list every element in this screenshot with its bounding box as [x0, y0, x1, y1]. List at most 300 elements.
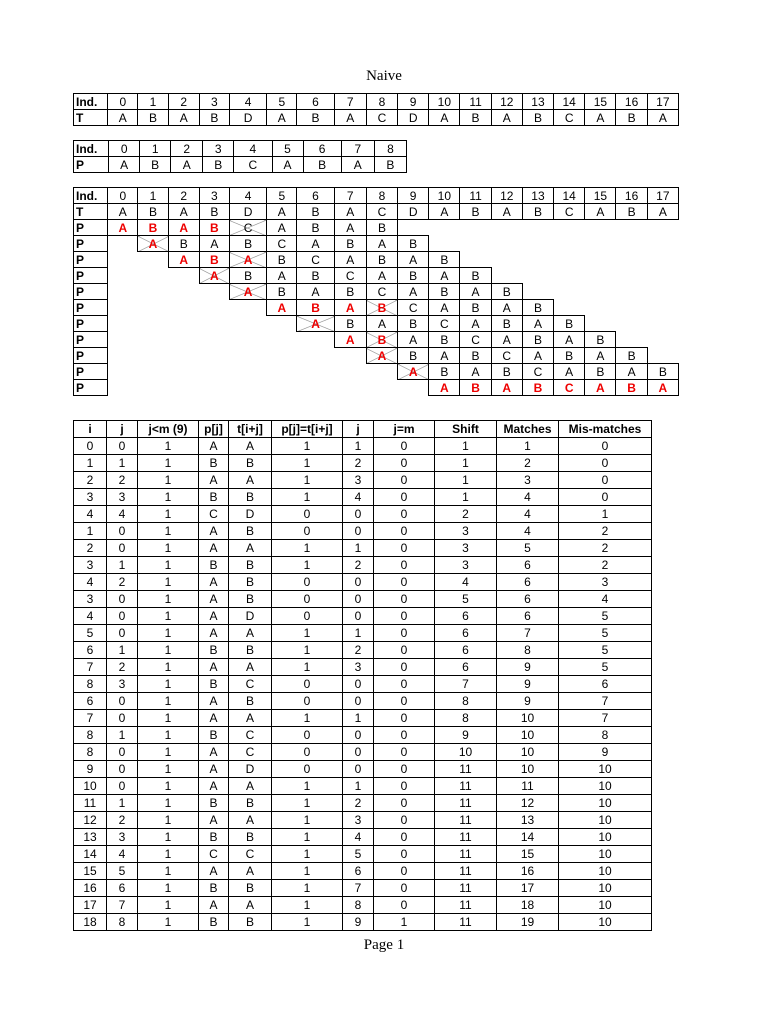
pattern-row-cell: C: [234, 157, 272, 173]
trace-cell: 0: [107, 778, 138, 795]
pattern-char: A: [199, 236, 229, 252]
empty-cell: [297, 348, 334, 364]
trace-cell: 3: [435, 523, 497, 540]
text-row-cell: A: [108, 204, 138, 220]
index-row-cell: 4: [229, 188, 266, 204]
alignment-row: [74, 348, 679, 364]
trace-cell: 1: [138, 489, 199, 506]
index-row-cell: 12: [491, 188, 522, 204]
trace-cell: 1: [343, 625, 374, 642]
trace-cell: 0: [374, 727, 435, 744]
empty-cell: [267, 380, 297, 396]
trace-cell: 2: [107, 812, 138, 829]
pattern-char: C: [297, 252, 334, 268]
trace-cell: D: [229, 761, 272, 778]
pattern-char: A: [334, 220, 366, 236]
trace-row: [74, 727, 652, 744]
index-row-cell: 16: [616, 94, 647, 110]
trace-cell: C: [229, 846, 272, 863]
trace-cell: 1: [138, 591, 199, 608]
empty-cell: [554, 300, 585, 316]
text-row-cell: A: [491, 204, 522, 220]
index-row-cell: 2: [168, 188, 199, 204]
trace-cell: 1: [138, 608, 199, 625]
index-row-cell: 1: [140, 141, 171, 157]
trace-cell: 3: [74, 591, 107, 608]
pattern-char: A: [585, 380, 616, 396]
pattern-char: B: [366, 332, 397, 348]
trace-cell: 1: [272, 472, 343, 489]
empty-cell: [199, 284, 229, 300]
empty-cell: [168, 284, 199, 300]
trace-cell: 18: [497, 897, 559, 914]
index-row-cell: 5: [267, 94, 297, 110]
index-row: [74, 188, 679, 204]
trace-header-cell: p[j]=t[i+j]: [272, 421, 343, 438]
empty-cell: [168, 268, 199, 284]
trace-cell: B: [199, 676, 229, 693]
pattern-char: B: [429, 332, 460, 348]
pattern-char: B: [522, 332, 553, 348]
pattern-row: [74, 157, 407, 173]
trace-cell: A: [199, 761, 229, 778]
trace-cell: A: [199, 591, 229, 608]
alignment-row-label: P: [74, 316, 108, 332]
alignment-row-label: P: [74, 284, 108, 300]
pattern-char: A: [398, 284, 429, 300]
trace-row: [74, 914, 652, 931]
trace-cell: 16: [497, 863, 559, 880]
trace-cell: 8: [435, 693, 497, 710]
empty-cell: [460, 252, 491, 268]
index-row-cell: 7: [334, 94, 366, 110]
trace-cell: 0: [343, 727, 374, 744]
pattern-char: A: [366, 316, 397, 332]
empty-cell: [554, 252, 585, 268]
trace-cell: 0: [374, 829, 435, 846]
pattern-char: A: [491, 380, 522, 396]
pattern-char: A: [522, 348, 553, 364]
trace-cell: 7: [559, 693, 652, 710]
trace-cell: 1: [138, 778, 199, 795]
empty-cell: [297, 364, 334, 380]
trace-cell: 0: [272, 761, 343, 778]
trace-cell: 11: [435, 795, 497, 812]
index-row-cell: 2: [171, 141, 203, 157]
empty-cell: [138, 300, 168, 316]
trace-header-cell: t[i+j]: [229, 421, 272, 438]
trace-cell: 0: [374, 608, 435, 625]
trace-cell: 3: [435, 557, 497, 574]
pattern-char: B: [168, 236, 199, 252]
text-row-cell: A: [429, 204, 460, 220]
text-row-cell: B: [138, 110, 168, 126]
trace-cell: 9: [497, 693, 559, 710]
trace-cell: 0: [374, 438, 435, 455]
trace-cell: 4: [343, 829, 374, 846]
pattern-row-cell: A: [171, 157, 203, 173]
pattern-char: C: [334, 268, 366, 284]
empty-cell: [647, 348, 678, 364]
pattern-char: B: [297, 300, 334, 316]
pattern-char: A: [429, 268, 460, 284]
trace-cell: 1: [138, 455, 199, 472]
pattern-char: A: [138, 236, 168, 252]
pattern-char: A: [554, 332, 585, 348]
trace-cell: 1: [138, 506, 199, 523]
trace-cell: 7: [497, 625, 559, 642]
trace-cell: A: [229, 625, 272, 642]
trace-cell: 8: [559, 727, 652, 744]
trace-row: [74, 608, 652, 625]
empty-cell: [229, 316, 266, 332]
trace-row: [74, 557, 652, 574]
text-row-cell: B: [522, 204, 553, 220]
trace-cell: 4: [497, 489, 559, 506]
trace-cell: 3: [107, 829, 138, 846]
trace-cell: B: [199, 880, 229, 897]
empty-cell: [229, 348, 266, 364]
text-row-cell: D: [398, 204, 429, 220]
empty-cell: [647, 236, 678, 252]
pattern-char: A: [297, 316, 334, 332]
index-row-cell: 6: [303, 141, 341, 157]
empty-cell: [108, 380, 138, 396]
pattern-char: B: [366, 220, 397, 236]
trace-cell: 3: [74, 557, 107, 574]
trace-row: [74, 829, 652, 846]
pattern-row-cell: B: [303, 157, 341, 173]
trace-cell: 3: [74, 489, 107, 506]
empty-cell: [491, 252, 522, 268]
empty-cell: [297, 332, 334, 348]
pattern-row-cell: A: [109, 157, 140, 173]
empty-cell: [647, 252, 678, 268]
empty-cell: [554, 268, 585, 284]
text-row-cell: A: [267, 204, 297, 220]
trace-cell: 1: [138, 523, 199, 540]
trace-cell: B: [199, 914, 229, 931]
trace-cell: 0: [374, 778, 435, 795]
trace-cell: 4: [497, 523, 559, 540]
trace-cell: 2: [559, 523, 652, 540]
pattern-char: A: [522, 316, 553, 332]
pattern-char: B: [491, 316, 522, 332]
trace-cell: 17: [497, 880, 559, 897]
index-row-label: Ind.: [74, 141, 109, 157]
trace-cell: 0: [374, 812, 435, 829]
text-row-cell: B: [522, 110, 553, 126]
trace-cell: 4: [107, 506, 138, 523]
pattern-char: B: [429, 364, 460, 380]
empty-cell: [138, 316, 168, 332]
empty-cell: [229, 364, 266, 380]
trace-cell: 0: [107, 608, 138, 625]
index-row-cell: 7: [341, 141, 374, 157]
trace-header-cell: i: [74, 421, 107, 438]
text-row-cell: C: [554, 110, 585, 126]
trace-cell: A: [199, 472, 229, 489]
trace-cell: D: [229, 608, 272, 625]
trace-cell: B: [229, 557, 272, 574]
trace-cell: 1: [138, 761, 199, 778]
pattern-char: A: [108, 220, 138, 236]
pattern-char: A: [585, 348, 616, 364]
text-row-cell: D: [229, 204, 266, 220]
pattern-char: A: [267, 300, 297, 316]
trace-cell: 6: [74, 693, 107, 710]
text-row: [74, 204, 679, 220]
trace-cell: 1: [272, 914, 343, 931]
pattern-char: A: [334, 252, 366, 268]
empty-cell: [168, 364, 199, 380]
pattern-char: A: [267, 220, 297, 236]
empty-cell: [138, 348, 168, 364]
pattern-char: C: [460, 332, 491, 348]
trace-cell: 0: [74, 438, 107, 455]
trace-cell: 1: [74, 455, 107, 472]
trace-cell: 4: [74, 506, 107, 523]
text-row-cell: B: [616, 204, 647, 220]
trace-cell: 9: [497, 676, 559, 693]
trace-cell: 6: [497, 574, 559, 591]
trace-cell: 1: [374, 914, 435, 931]
index-row-cell: 0: [108, 94, 138, 110]
index-row-cell: 17: [647, 188, 678, 204]
trace-cell: A: [199, 863, 229, 880]
pattern-char: B: [522, 300, 553, 316]
trace-cell: 0: [272, 693, 343, 710]
pattern-char: A: [267, 268, 297, 284]
text-row-cell: A: [168, 204, 199, 220]
empty-cell: [616, 252, 647, 268]
index-row-cell: 15: [585, 94, 616, 110]
trace-row: [74, 659, 652, 676]
trace-cell: 0: [559, 472, 652, 489]
trace-cell: 14: [497, 829, 559, 846]
empty-cell: [138, 252, 168, 268]
trace-cell: B: [199, 642, 229, 659]
pattern-char: B: [398, 268, 429, 284]
trace-cell: 2: [343, 795, 374, 812]
text-row-cell: A: [647, 204, 678, 220]
pattern-char: A: [491, 332, 522, 348]
trace-cell: 8: [74, 744, 107, 761]
index-row-cell: 3: [199, 188, 229, 204]
trace-cell: 0: [343, 574, 374, 591]
index-row-cell: 4: [234, 141, 272, 157]
trace-cell: 2: [435, 506, 497, 523]
trace-cell: 2: [497, 455, 559, 472]
trace-cell: 1: [272, 846, 343, 863]
trace-cell: 1: [138, 846, 199, 863]
trace-cell: 0: [272, 574, 343, 591]
index-row-cell: 11: [460, 188, 491, 204]
trace-row: [74, 642, 652, 659]
trace-cell: 3: [343, 812, 374, 829]
index-row-cell: 1: [138, 94, 168, 110]
trace-cell: 0: [374, 523, 435, 540]
trace-cell: 0: [374, 489, 435, 506]
empty-cell: [108, 300, 138, 316]
trace-cell: B: [229, 693, 272, 710]
trace-cell: 0: [272, 523, 343, 540]
pattern-char: B: [398, 348, 429, 364]
pattern-char: A: [229, 252, 266, 268]
index-row-cell: 9: [398, 94, 429, 110]
alignment-row-label: P: [74, 268, 108, 284]
trace-cell: 2: [559, 540, 652, 557]
pattern-char: B: [460, 380, 491, 396]
trace-row: [74, 438, 652, 455]
empty-cell: [647, 268, 678, 284]
empty-cell: [108, 348, 138, 364]
trace-cell: B: [229, 880, 272, 897]
pattern-char: B: [398, 316, 429, 332]
trace-cell: 10: [435, 744, 497, 761]
trace-cell: A: [229, 897, 272, 914]
empty-cell: [616, 300, 647, 316]
trace-cell: 17: [74, 897, 107, 914]
trace-cell: 2: [74, 472, 107, 489]
trace-cell: 1: [138, 829, 199, 846]
trace-cell: 10: [559, 761, 652, 778]
trace-cell: 2: [343, 455, 374, 472]
text-row-cell: C: [366, 204, 397, 220]
trace-header-cell: j=m: [374, 421, 435, 438]
pattern-char: B: [229, 236, 266, 252]
trace-cell: 0: [272, 727, 343, 744]
pattern-char: A: [460, 364, 491, 380]
text-row-cell: B: [297, 110, 334, 126]
text-row-cell: B: [297, 204, 334, 220]
trace-row: [74, 778, 652, 795]
trace-cell: 0: [374, 455, 435, 472]
pattern-row-label: P: [74, 157, 109, 173]
trace-cell: 1: [343, 540, 374, 557]
trace-row: [74, 523, 652, 540]
trace-row: [74, 693, 652, 710]
empty-cell: [554, 284, 585, 300]
pattern-char: A: [334, 332, 366, 348]
empty-cell: [138, 268, 168, 284]
alignment-row-label: P: [74, 252, 108, 268]
pattern-char: A: [366, 348, 397, 364]
pattern-row-cell: B: [140, 157, 171, 173]
trace-cell: 0: [343, 676, 374, 693]
trace-cell: 10: [559, 897, 652, 914]
trace-cell: 10: [497, 761, 559, 778]
empty-cell: [616, 332, 647, 348]
trace-cell: 1: [138, 642, 199, 659]
trace-cell: 1: [138, 812, 199, 829]
empty-cell: [429, 236, 460, 252]
trace-cell: 0: [374, 557, 435, 574]
trace-cell: 1: [107, 455, 138, 472]
trace-cell: 1: [74, 523, 107, 540]
pattern-char: A: [429, 300, 460, 316]
trace-cell: 1: [138, 914, 199, 931]
empty-cell: [554, 236, 585, 252]
trace-cell: 0: [374, 863, 435, 880]
trace-cell: 4: [559, 591, 652, 608]
pattern-table: [73, 140, 407, 173]
empty-cell: [616, 268, 647, 284]
trace-cell: 2: [107, 574, 138, 591]
pattern-char: B: [199, 252, 229, 268]
trace-cell: 10: [497, 710, 559, 727]
pattern-char: B: [460, 348, 491, 364]
trace-cell: 0: [343, 608, 374, 625]
trace-cell: 0: [272, 506, 343, 523]
index-row: [74, 94, 679, 110]
trace-row: [74, 863, 652, 880]
empty-cell: [429, 220, 460, 236]
pattern-char: A: [398, 364, 429, 380]
alignment-row: [74, 332, 679, 348]
pattern-char: B: [366, 300, 397, 316]
empty-cell: [491, 236, 522, 252]
trace-cell: 1: [435, 472, 497, 489]
trace-cell: 0: [374, 574, 435, 591]
pattern-char: A: [334, 300, 366, 316]
text-row-cell: A: [267, 110, 297, 126]
trace-cell: 0: [272, 676, 343, 693]
alignment-row: [74, 252, 679, 268]
trace-cell: 10: [559, 829, 652, 846]
index-row-cell: 3: [199, 94, 229, 110]
index-row-cell: 0: [109, 141, 140, 157]
trace-cell: 9: [435, 727, 497, 744]
trace-cell: 9: [74, 761, 107, 778]
pattern-char: C: [398, 300, 429, 316]
index-row-cell: 5: [272, 141, 303, 157]
empty-cell: [168, 348, 199, 364]
trace-cell: 1: [138, 710, 199, 727]
trace-cell: A: [229, 778, 272, 795]
index-row-cell: 12: [491, 94, 522, 110]
text-row-cell: A: [429, 110, 460, 126]
trace-cell: 0: [343, 523, 374, 540]
trace-cell: 6: [343, 863, 374, 880]
alignment-row-label: P: [74, 300, 108, 316]
trace-cell: 3: [559, 574, 652, 591]
alignment-row-label: P: [74, 332, 108, 348]
trace-cell: 5: [435, 591, 497, 608]
trace-row: [74, 591, 652, 608]
pattern-row-cell: B: [374, 157, 406, 173]
trace-cell: A: [199, 574, 229, 591]
trace-row: [74, 506, 652, 523]
pattern-char: C: [491, 348, 522, 364]
trace-cell: 10: [497, 744, 559, 761]
empty-cell: [334, 364, 366, 380]
trace-cell: 6: [497, 608, 559, 625]
trace-cell: 5: [559, 642, 652, 659]
trace-cell: 11: [435, 761, 497, 778]
empty-cell: [647, 300, 678, 316]
pattern-char: B: [647, 364, 678, 380]
trace-cell: 0: [107, 693, 138, 710]
text-table: [73, 93, 679, 126]
trace-cell: 0: [374, 540, 435, 557]
alignment-row: [74, 268, 679, 284]
trace-cell: 0: [559, 489, 652, 506]
page-footer: Page 1: [363, 937, 405, 953]
trace-cell: 1: [272, 455, 343, 472]
trace-cell: 1: [107, 642, 138, 659]
empty-cell: [199, 332, 229, 348]
